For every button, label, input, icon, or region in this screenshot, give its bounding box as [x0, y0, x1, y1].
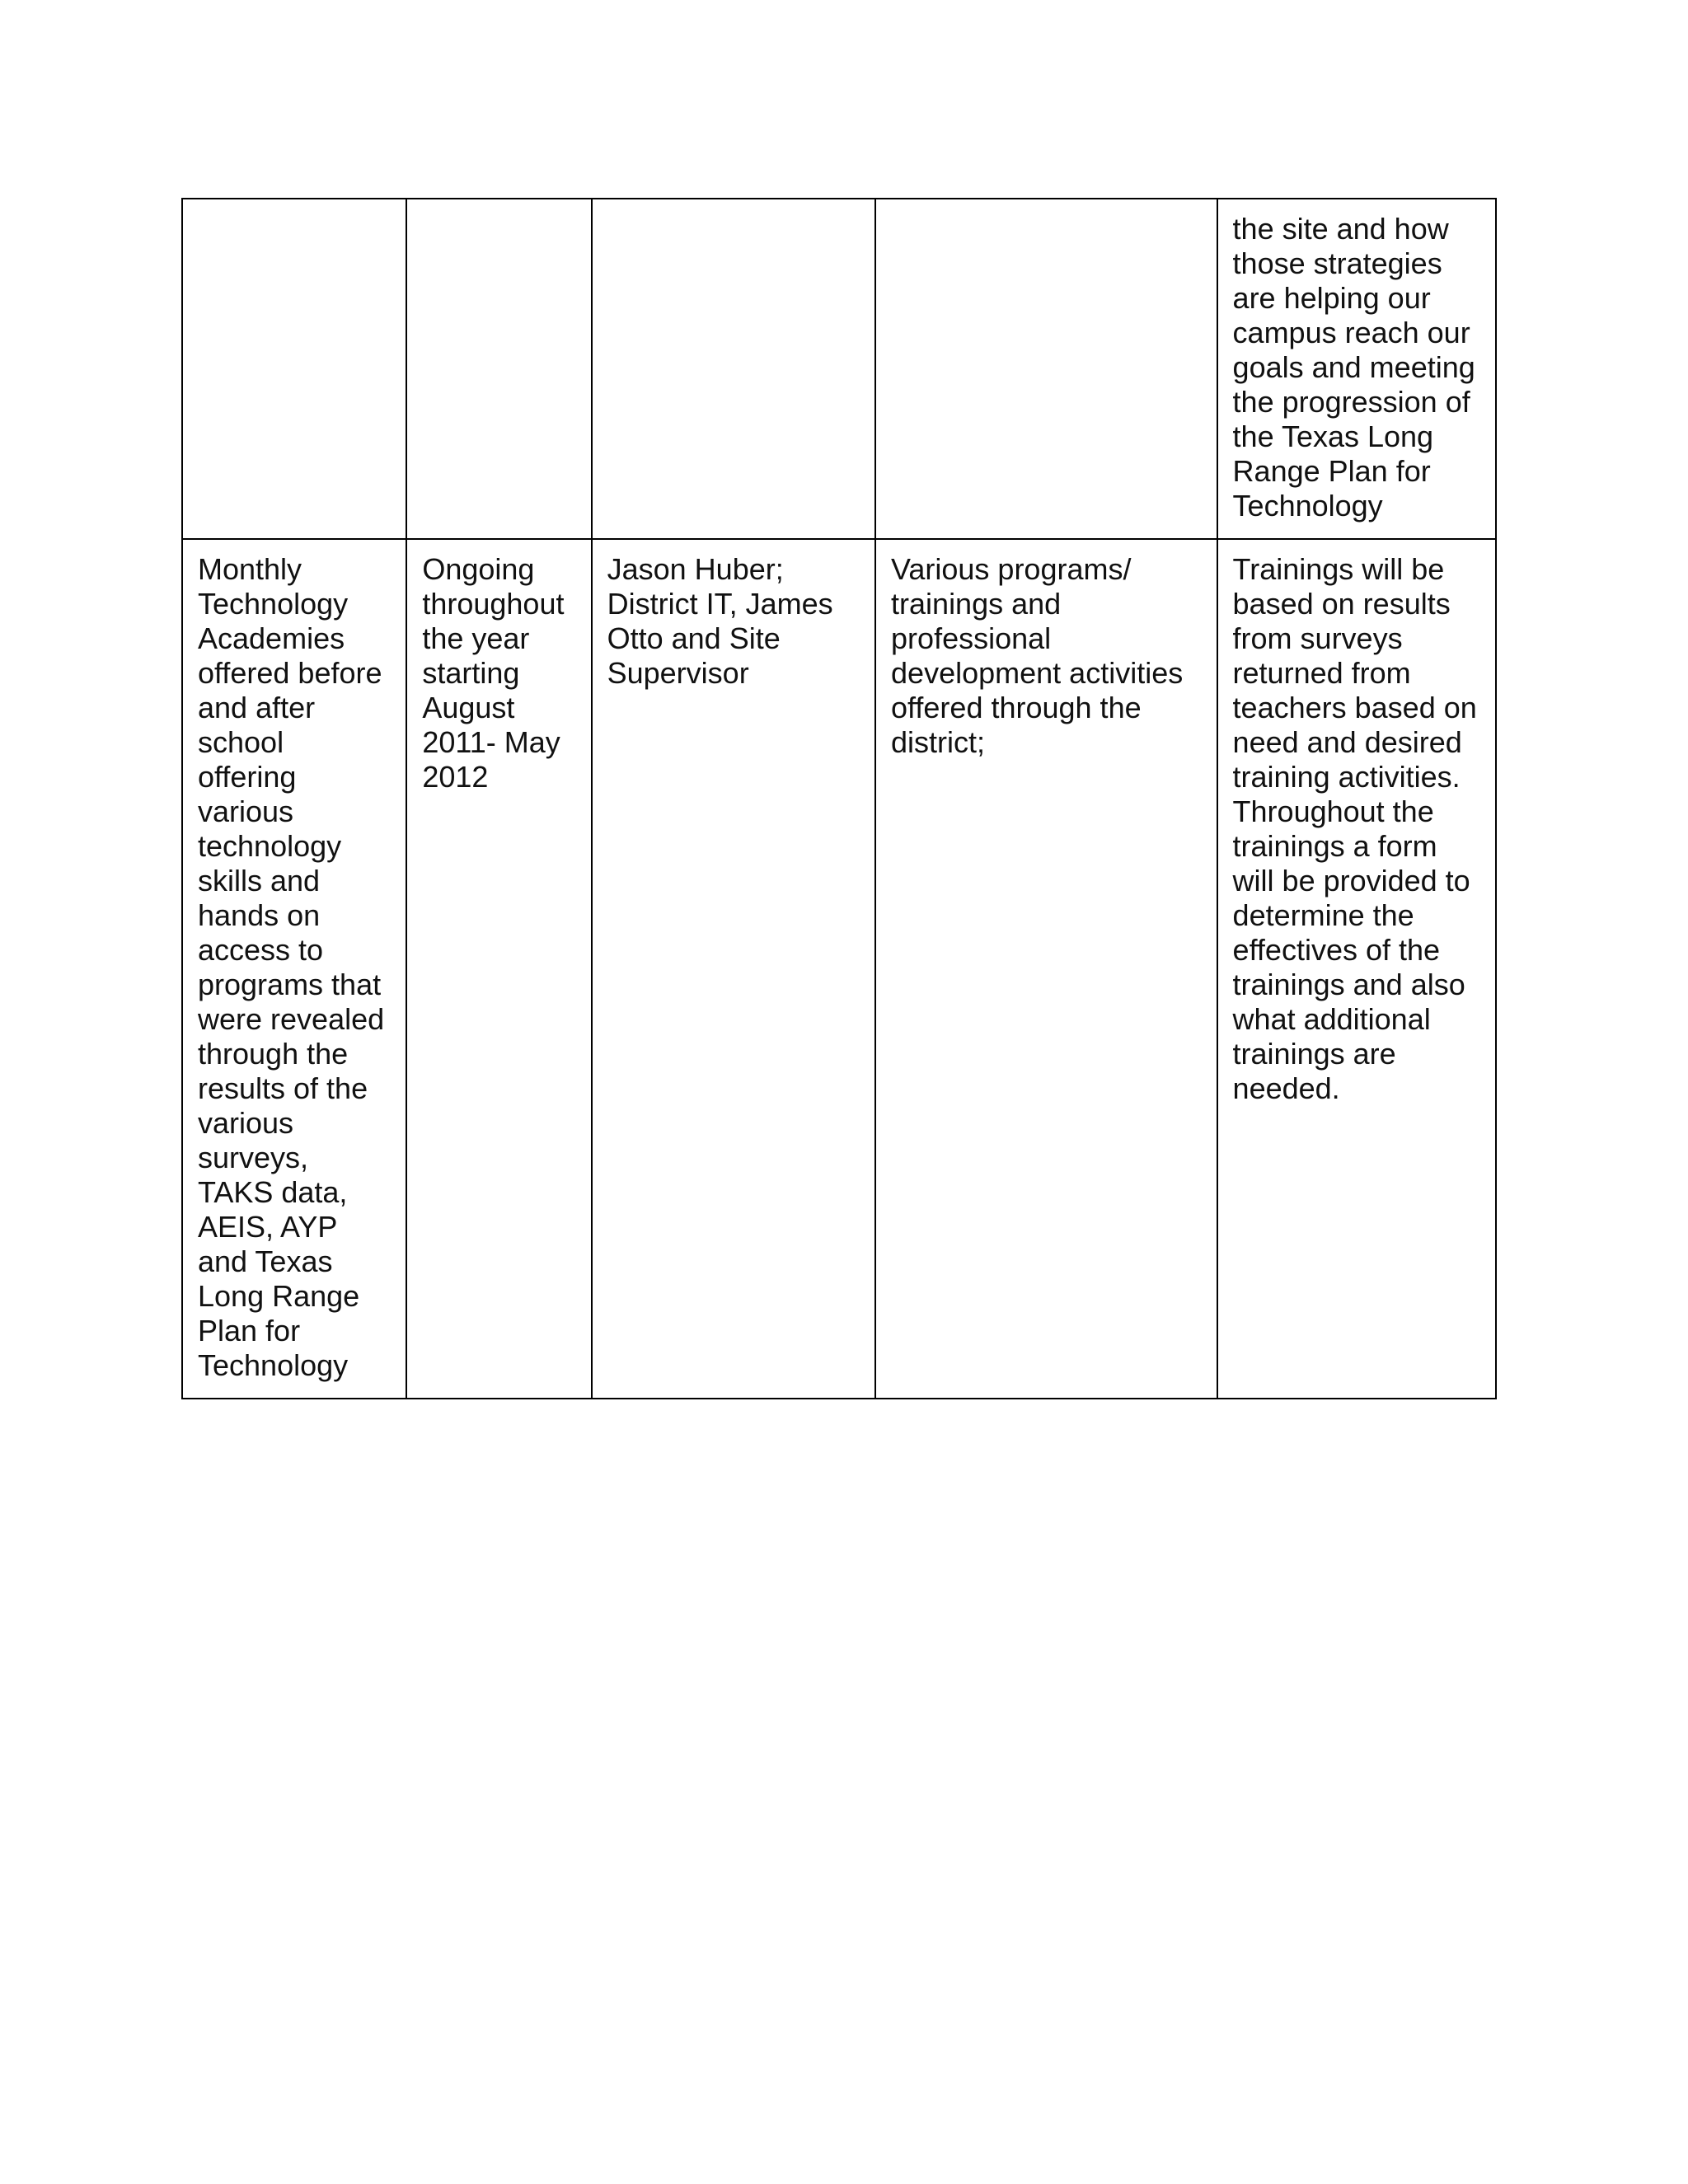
- table-cell-timeline: [406, 199, 591, 539]
- table-cell-resources: [875, 199, 1217, 539]
- table-cell-activity: Monthly Technology Academies offered before and after school offering various technology skills and hands on access to programs that were revealed through the results of the various surveys, TAKS data, AEIS, AYP and Texas Long Range Plan for Technology: [182, 539, 406, 1399]
- table-cell-evaluation: Trainings will be based on results from surveys returned from teachers based on need and desired training activities. Throughout the trainings a form will be provided to determine the effectives of the trainings and also what additional trainings are needed.: [1217, 539, 1496, 1399]
- table-row: [182, 539, 1496, 1399]
- table-cell-person-responsible: [592, 199, 875, 539]
- table-cell-person-responsible: Jason Huber; District IT, James Otto and Site Supervisor: [592, 539, 875, 1399]
- plan-table: [181, 198, 1497, 1399]
- table-row: [182, 199, 1496, 539]
- table-cell-resources: Various programs/ trainings and professional development activities offered through the district;: [875, 539, 1217, 1399]
- table-cell-evaluation: the site and how those strategies are helping our campus reach our goals and meeting the progression of the Texas Long Range Plan for Technology: [1217, 199, 1496, 539]
- table-cell-timeline: Ongoing throughout the year starting August 2011- May 2012: [406, 539, 591, 1399]
- table-cell-activity: [182, 199, 406, 539]
